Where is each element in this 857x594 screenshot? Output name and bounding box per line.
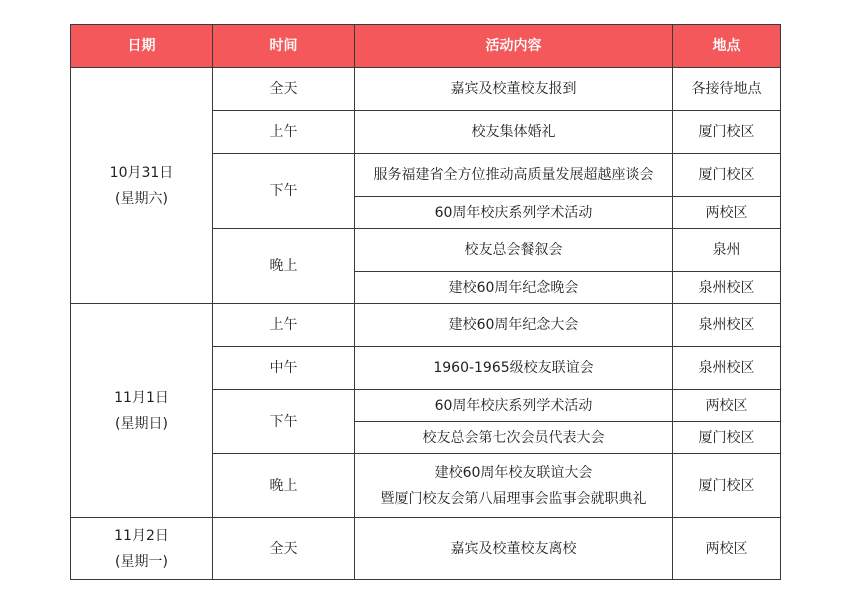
location-cell: 两校区: [673, 518, 781, 580]
time-cell: 上午: [213, 111, 355, 154]
location-cell: 泉州校区: [673, 272, 781, 304]
time-cell: 全天: [213, 68, 355, 111]
location-cell: 厦门校区: [673, 422, 781, 454]
location-cell: 泉州校区: [673, 347, 781, 390]
schedule-table: [70, 24, 781, 580]
date-label: 11月1日: [114, 389, 169, 406]
activity-line: 暨厦门校友会第八届理事会监事会就职典礼: [380, 490, 647, 507]
activity-cell: 嘉宾及校董校友离校: [355, 518, 673, 580]
time-cell: 下午: [213, 154, 355, 229]
header-date: 日期: [71, 25, 213, 68]
time-cell: 全天: [213, 518, 355, 580]
date-cell: [71, 68, 213, 304]
time-cell: 晚上: [213, 454, 355, 518]
activity-cell: 嘉宾及校董校友报到: [355, 68, 673, 111]
table-row: [71, 304, 781, 347]
date-label: 11月2日: [114, 527, 169, 544]
location-cell: 厦门校区: [673, 454, 781, 518]
table-row: [71, 518, 781, 580]
time-cell: 中午: [213, 347, 355, 390]
weekday-label: (星期日): [115, 415, 168, 432]
activity-cell: 1960-1965级校友联谊会: [355, 347, 673, 390]
table-row: [71, 68, 781, 111]
location-cell: 各接待地点: [673, 68, 781, 111]
activity-cell: 服务福建省全方位推动高质量发展超越座谈会: [355, 154, 673, 197]
location-cell: 两校区: [673, 197, 781, 229]
header-time: 时间: [213, 25, 355, 68]
activity-cell: 校友总会餐叙会: [355, 229, 673, 272]
time-cell: 下午: [213, 390, 355, 454]
location-cell: 厦门校区: [673, 111, 781, 154]
date-label: 10月31日: [109, 164, 174, 181]
activity-cell: 校友集体婚礼: [355, 111, 673, 154]
location-cell: 两校区: [673, 390, 781, 422]
activity-cell: 建校60周年纪念晚会: [355, 272, 673, 304]
activity-cell: 校友总会第七次会员代表大会: [355, 422, 673, 454]
header-activity: 活动内容: [355, 25, 673, 68]
location-cell: 泉州: [673, 229, 781, 272]
location-cell: 厦门校区: [673, 154, 781, 197]
activity-cell: [355, 454, 673, 518]
header-location: 地点: [673, 25, 781, 68]
time-cell: 上午: [213, 304, 355, 347]
location-cell: 泉州校区: [673, 304, 781, 347]
header-row: [71, 25, 781, 68]
activity-cell: 60周年校庆系列学术活动: [355, 390, 673, 422]
time-cell: 晚上: [213, 229, 355, 304]
activity-line: 建校60周年校友联谊大会: [434, 464, 593, 481]
weekday-label: (星期六): [115, 190, 168, 207]
date-cell: [71, 518, 213, 580]
activity-cell: 60周年校庆系列学术活动: [355, 197, 673, 229]
weekday-label: (星期一): [115, 553, 168, 570]
activity-cell: 建校60周年纪念大会: [355, 304, 673, 347]
date-cell: [71, 304, 213, 518]
